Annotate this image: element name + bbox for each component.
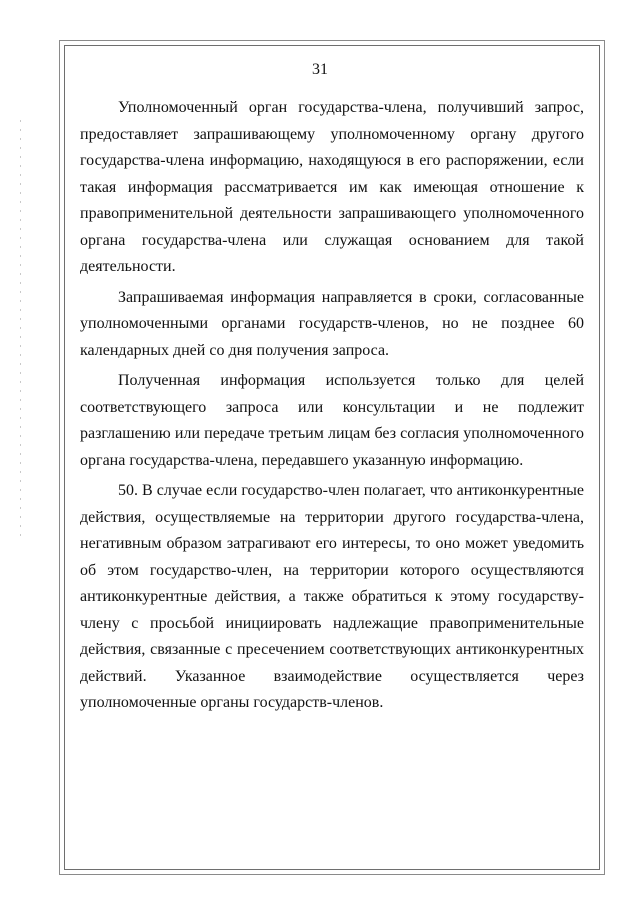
scan-artifact bbox=[20, 120, 21, 540]
paragraph-1: Уполномоченный орган государства-члена, получивший запрос, предоставляет запрашивающему уполномоченному органу другого государства-члена информацию, находящуюся в его распоряжении, если такая информация рассматривается им как имеющая отношение к правоприменительной деятельности запрашивающего уполномоченного органа государства-члена или служащая основанием для такой деятельности. bbox=[80, 99, 584, 275]
page-number: 31 bbox=[312, 61, 328, 78]
paragraph-4: 50. В случае если государство-член полагает, что антиконкурентные действия, осуществляемые на территории другого государства-члена, негативным образом затрагивают его интересы, то оно может уведомить об этом государство-член, на территории которого осуществляются антиконкурентные действия, а также обратиться к этому государству-члену с просьбой инициировать надлежащие правоприменительные действия, связанные с пресечением соответствующих антиконкурентных действий. Указанное взаимодействие осуществляется через уполномоченные органы государств-членов. bbox=[80, 482, 584, 711]
document-body bbox=[80, 95, 584, 717]
paragraph-2: Запрашиваемая информация направляется в сроки, согласованные уполномоченными органами государств-членов, но не позднее 60 календарных дней со дня получения запроса. bbox=[80, 288, 584, 359]
paragraph-3: Полученная информация используется только для целей соответствующего запроса или консультации и не подлежит разглашению или передаче третьим лицам без согласия уполномоченного органа государства-члена, передавшего указанную информацию. bbox=[80, 372, 584, 469]
